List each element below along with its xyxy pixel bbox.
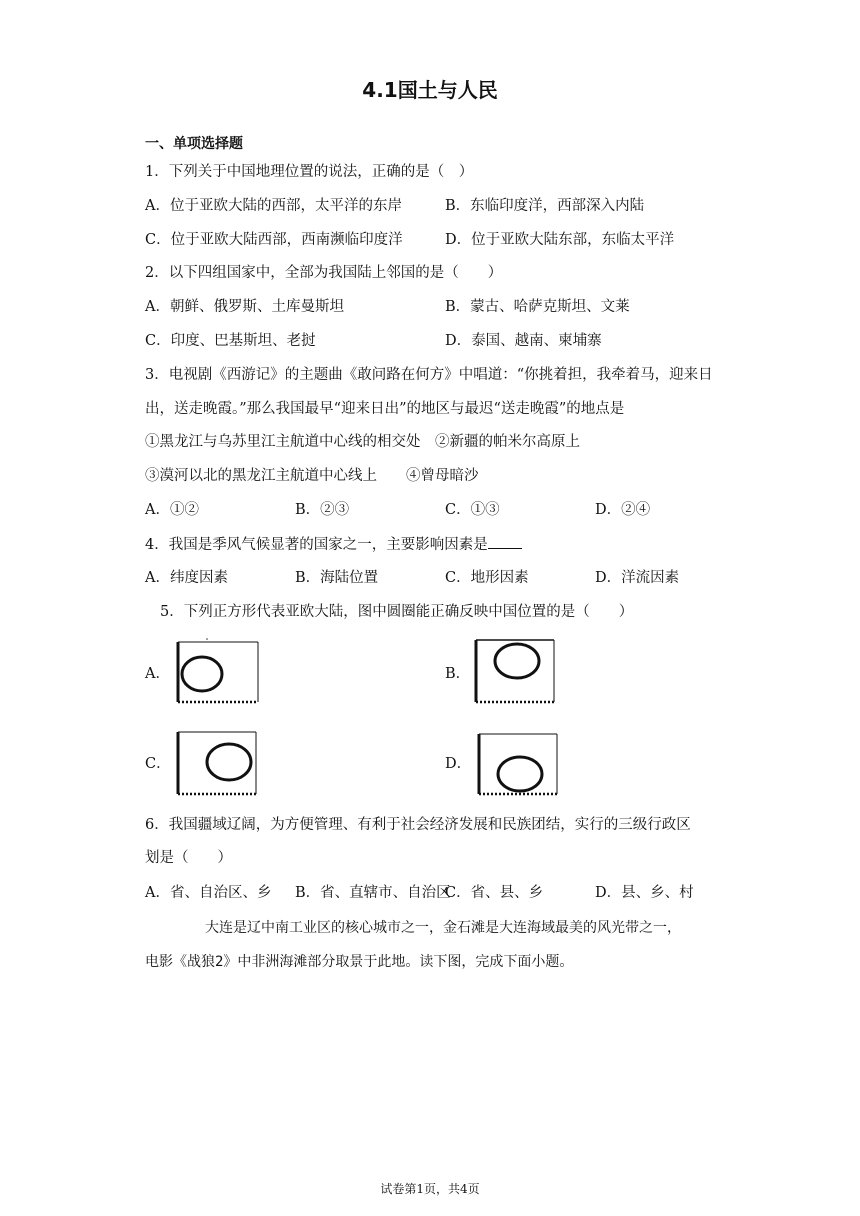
passage-line-1: 大连是辽中南工业区的核心城市之一，金石滩是大连海域最美的风光带之一， [205,920,681,936]
section-heading: 一、单项选择题 [145,136,243,152]
question-6-option-a: A．省、自治区、乡 [145,885,272,901]
figure-label-c: C． [145,756,171,772]
question-4-option-d: D．洋流因素 [595,570,680,586]
page-footer: 试卷第1页，共4页 [380,1182,480,1196]
question-6-stem-line-1: 6．我国疆域辽阔，为方便管理、有利于社会经济发展和民族团结，实行的三级行政区 [145,817,691,833]
question-3-stem-line-1: 3．电视剧《西游记》的主题曲《敢问路在何方》中唱道：“你挑着担，我牵着马，迎来日 [145,367,713,383]
question-4-stem-wrap [145,534,522,555]
question-1-stem: 1．下列关于中国地理位置的说法，正确的是（ ） [145,164,474,180]
figure-option-b [470,634,560,708]
question-4-option-a: A．纬度因素 [145,570,228,586]
question-3-stem-line-2: 出，送走晚霞。”那么我国最早“迎来日出”的地区与最迟“送走晚霞”的地点是 [145,401,625,417]
question-1-option-c: C．位于亚欧大陆西部，西南濒临印度洋 [145,232,403,248]
question-3-option-d: D．②④ [595,502,651,518]
question-6-option-b: B．省、直辖市、自治区 [295,885,451,901]
question-3-items-line-1: ①黑龙江与乌苏里江主航道中心线的相交处 ②新疆的帕米尔高原上 [145,434,580,450]
question-4-option-b: B．海陆位置 [295,570,379,586]
question-3-option-b: B．②③ [295,502,350,518]
figure-option-c [172,726,262,800]
question-1-option-b: B．东临印度洋，西部深入内陆 [445,198,645,214]
question-4-option-c: C．地形因素 [445,570,529,586]
page-title: 4.1国土与人民 [362,78,498,102]
question-6-stem-line-2: 划是（ ） [145,850,232,866]
question-6-option-d: D．县、乡、村 [595,885,694,901]
question-2-stem: 2．以下四组国家中，全部为我国陆上邻国的是（ ） [145,265,503,281]
question-3-option-a: A．①② [145,502,199,518]
question-1-option-a: A．位于亚欧大陆的西部，太平洋的东岸 [145,198,402,214]
figure-option-a [172,634,262,708]
question-2-option-b: B．蒙古、哈萨克斯坦、文莱 [445,299,630,315]
figure-label-a: A． [145,666,170,682]
question-2-option-d: D．泰国、越南、柬埔寨 [445,333,602,349]
figure-label-d: D． [445,756,472,772]
figure-option-d [473,726,563,800]
question-2-option-c: C．印度、巴基斯坦、老挝 [145,333,316,349]
question-1-option-d: D．位于亚欧大陆东部，东临太平洋 [445,232,675,248]
question-3-option-c: C．①③ [445,502,500,518]
question-2-option-a: A．朝鲜、俄罗斯、土库曼斯坦 [145,299,344,315]
question-6-option-c: C．省、县、乡 [445,885,544,901]
question-5-stem: 5．下列正方形代表亚欧大陆，图中圆圈能正确反映中国位置的是（ ） [160,604,634,620]
question-4-stem: 4．我国是季风气候显著的国家之一，主要影响因素是 [145,537,488,553]
question-3-items-line-2: ③漠河以北的黑龙江主航道中心线上 ④曾母暗沙 [145,468,479,484]
answer-blank [488,534,522,549]
figure-label-b: B． [445,666,471,682]
passage-line-2: 电影《战狼2》中非洲海滩部分取景于此地。读下图，完成下面小题。 [145,954,574,970]
